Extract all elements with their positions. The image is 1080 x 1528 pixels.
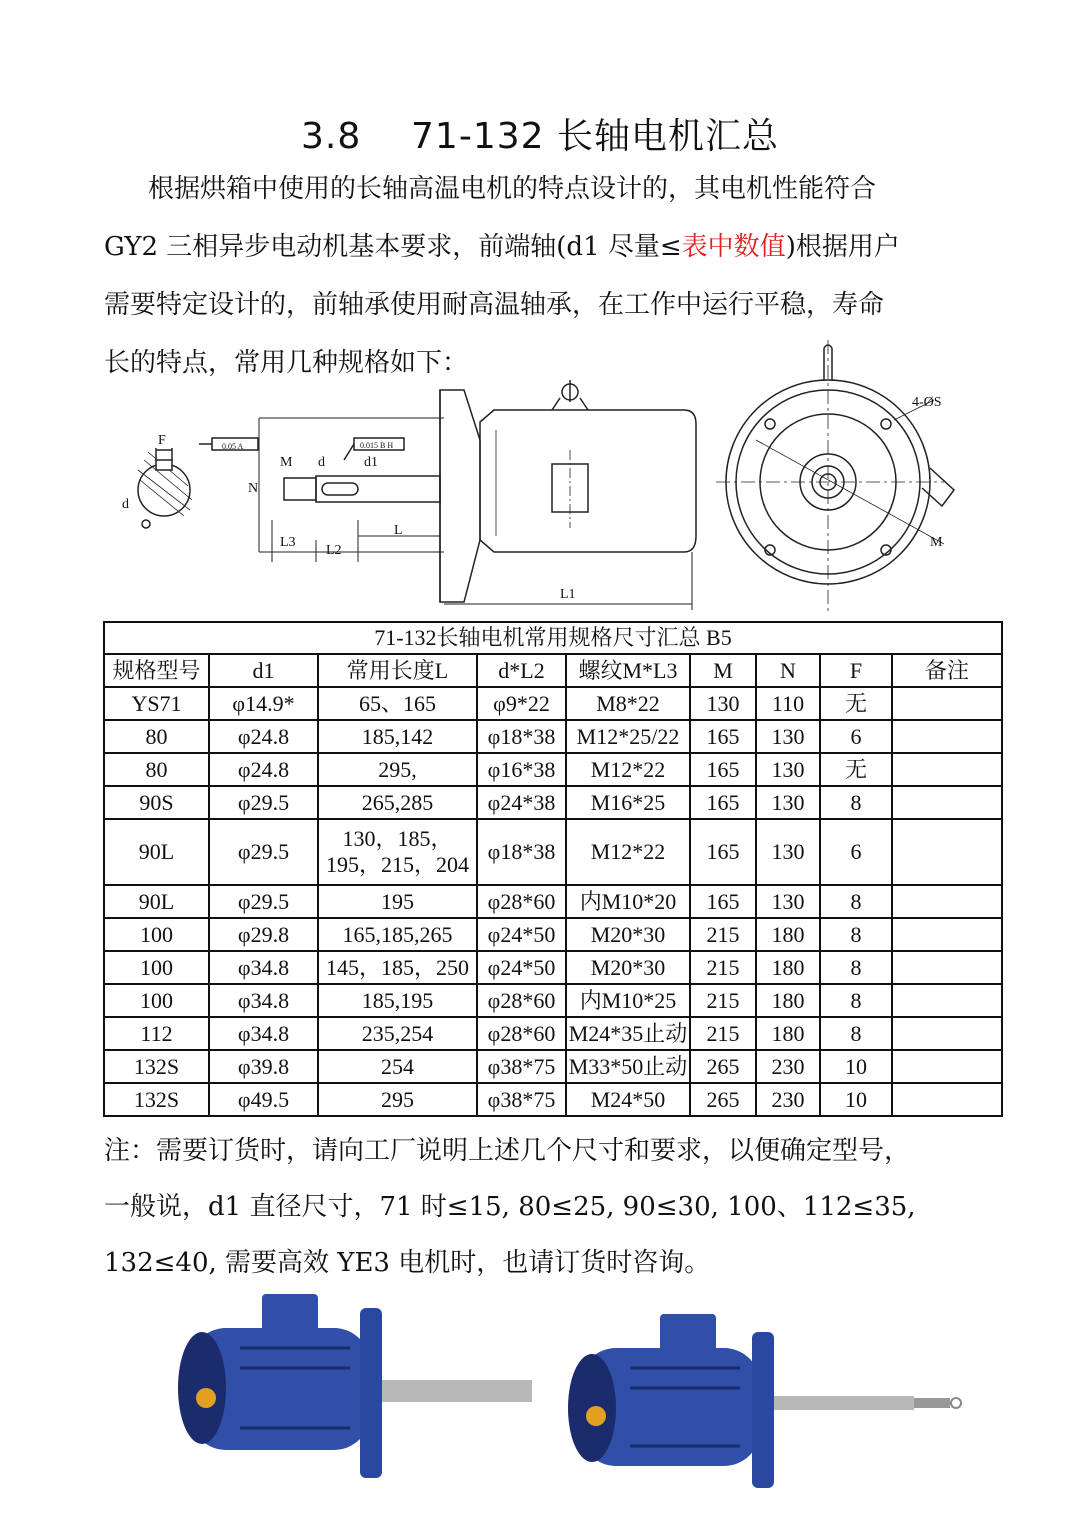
table-cell: 100: [104, 984, 209, 1017]
table-cell: 130: [756, 786, 820, 819]
table-cell: M12*22: [566, 753, 690, 786]
table-cell: M16*25: [566, 786, 690, 819]
note-paragraph: [104, 1123, 984, 1291]
table-cell: 65、165: [318, 687, 477, 720]
table-cell: 235,254: [318, 1017, 477, 1050]
table-cell: 265,285: [318, 786, 477, 819]
table-cell: 10: [820, 1083, 892, 1116]
table-cell: M20*30: [566, 918, 690, 951]
intro-line-4: 长的特点，常用几种规格如下：: [104, 348, 469, 378]
table-row: [104, 753, 1002, 786]
motor-drawing: [104, 340, 1004, 615]
label-holes: 4-ØS: [912, 395, 942, 410]
table-cell: 8: [820, 951, 892, 984]
table-cell: M20*30: [566, 951, 690, 984]
label-tol1: 0.015 B H: [360, 441, 394, 450]
table-cell: φ24.8: [209, 720, 318, 753]
label-L: L: [394, 523, 403, 538]
label-M-end: M: [930, 535, 943, 550]
table-cell: 132S: [104, 1050, 209, 1083]
table-cell: [892, 918, 1002, 951]
table-cell: φ9*22: [477, 687, 566, 720]
table-cell: 130: [756, 885, 820, 918]
table-cell: 110: [756, 687, 820, 720]
table-cell: 180: [756, 951, 820, 984]
table-cell: 130: [690, 687, 756, 720]
table-cell: 132S: [104, 1083, 209, 1116]
table-row: [104, 786, 1002, 819]
col-header: d*L2: [477, 654, 566, 687]
table-cell: [892, 687, 1002, 720]
table-cell: φ29.5: [209, 885, 318, 918]
label-d-shaft: d: [318, 455, 325, 470]
col-header: N: [756, 654, 820, 687]
table-cell: M24*35止动: [566, 1017, 690, 1050]
table-cell: [892, 720, 1002, 753]
table-cell: 8: [820, 885, 892, 918]
table-cell: 内M10*25: [566, 984, 690, 1017]
table-cell: φ28*60: [477, 1017, 566, 1050]
table-cell: 180: [756, 918, 820, 951]
col-header: 常用长度L: [318, 654, 477, 687]
table-cell: 265: [690, 1083, 756, 1116]
intro-line-2a: GY2 三相异步电动机基本要求，前端轴(d1 尽量≤: [104, 232, 682, 262]
table-cell: φ38*75: [477, 1050, 566, 1083]
label-d1: d1: [364, 455, 378, 470]
table-row: [104, 1050, 1002, 1083]
table-cell: φ16*38: [477, 753, 566, 786]
table-row: [104, 918, 1002, 951]
table-cell: φ29.8: [209, 918, 318, 951]
table-cell: 6: [820, 720, 892, 753]
table-cell: [892, 1017, 1002, 1050]
table-row: [104, 1083, 1002, 1116]
table-cell: M24*50: [566, 1083, 690, 1116]
note-line-2: 一般说，d1 直径尺寸，71 时≤15, 80≤25, 90≤30, 100、112≤35,: [104, 1192, 916, 1222]
note-line-3: 132≤40, 需要高效 YE3 电机时，也请订货时咨询。: [104, 1248, 711, 1278]
table-cell: YS71: [104, 687, 209, 720]
label-N: N: [248, 481, 259, 496]
table-cell: 165: [690, 753, 756, 786]
table-cell: M12*25/22: [566, 720, 690, 753]
table-cell: 8: [820, 1017, 892, 1050]
intro-line-2b: )根据用户: [785, 232, 900, 262]
table-cell: φ29.5: [209, 819, 318, 885]
table-cell: [892, 951, 1002, 984]
table-cell: 130，185， 195，215，204: [318, 819, 477, 885]
table-cell: M33*50止动: [566, 1050, 690, 1083]
table-cell: 215: [690, 984, 756, 1017]
table-cell: 165: [690, 819, 756, 885]
table-cell: 165: [690, 720, 756, 753]
motor-photo-left: [178, 1294, 532, 1478]
table-cell: 215: [690, 918, 756, 951]
table-cell: 90L: [104, 819, 209, 885]
table-cell: φ24*50: [477, 918, 566, 951]
table-cell: φ28*60: [477, 984, 566, 1017]
table-cell: [892, 1083, 1002, 1116]
table-cell: 165: [690, 885, 756, 918]
table-cell: φ34.8: [209, 984, 318, 1017]
table-cell: 180: [756, 984, 820, 1017]
col-header: M: [690, 654, 756, 687]
col-header: F: [820, 654, 892, 687]
table-cell: φ24*50: [477, 951, 566, 984]
table-row: [104, 687, 1002, 720]
table-cell: 180: [756, 1017, 820, 1050]
table-row: [104, 819, 1002, 885]
table-cell: φ49.5: [209, 1083, 318, 1116]
table-cell: 185,142: [318, 720, 477, 753]
table-cell: 130: [756, 720, 820, 753]
label-L3: L3: [280, 535, 296, 550]
table-cell: 8: [820, 918, 892, 951]
thread-end: [284, 478, 316, 500]
table-cell: 112: [104, 1017, 209, 1050]
intro-line-2: [104, 218, 984, 276]
table-cell: 100: [104, 951, 209, 984]
table-header-row: [104, 654, 1002, 687]
table-cell: 无: [820, 753, 892, 786]
table-cell: 165: [690, 786, 756, 819]
table-cell: φ39.8: [209, 1050, 318, 1083]
table-cell: 80: [104, 720, 209, 753]
table-cell: 145，185，250: [318, 951, 477, 984]
table-cell: 130: [756, 819, 820, 885]
label-L2: L2: [326, 543, 342, 558]
table-cell: 265: [690, 1050, 756, 1083]
section-title: 71-132 长轴电机汇总: [411, 116, 779, 157]
table-cell: 8: [820, 984, 892, 1017]
table-cell: 215: [690, 951, 756, 984]
table-row: [104, 1017, 1002, 1050]
table-cell: 90S: [104, 786, 209, 819]
table-cell: 130: [756, 753, 820, 786]
table-cell: 195: [318, 885, 477, 918]
table-cell: φ29.5: [209, 786, 318, 819]
table-cell: 295: [318, 1083, 477, 1116]
page-title: [0, 108, 1080, 159]
table-cell: 内M10*20: [566, 885, 690, 918]
table-cell: 10: [820, 1050, 892, 1083]
table-cell: M8*22: [566, 687, 690, 720]
table-caption: 71-132长轴电机常用规格尺寸汇总 B5: [104, 622, 1002, 654]
label-d: d: [122, 497, 129, 512]
table-cell: φ18*38: [477, 720, 566, 753]
table-cell: 295,: [318, 753, 477, 786]
table-cell: 8: [820, 786, 892, 819]
table-cell: 185,195: [318, 984, 477, 1017]
table-cell: 6: [820, 819, 892, 885]
table-cell: 230: [756, 1083, 820, 1116]
table-cell: 100: [104, 918, 209, 951]
section-number: 3.8: [300, 116, 362, 157]
table-cell: 90L: [104, 885, 209, 918]
table-cell: 254: [318, 1050, 477, 1083]
label-F: F: [158, 433, 166, 448]
table-cell: 215: [690, 1017, 756, 1050]
table-cell: φ24.8: [209, 753, 318, 786]
label-L1: L1: [560, 587, 576, 602]
table-cell: M12*22: [566, 819, 690, 885]
table-row: [104, 885, 1002, 918]
col-header: d1: [209, 654, 318, 687]
table-row: [104, 720, 1002, 753]
table-cell: φ28*60: [477, 885, 566, 918]
table-cell: φ14.9*: [209, 687, 318, 720]
col-header: 螺纹M*L3: [566, 654, 690, 687]
table-cell: φ34.8: [209, 951, 318, 984]
table-cell: [892, 885, 1002, 918]
table-cell: φ34.8: [209, 1017, 318, 1050]
col-header: 规格型号: [104, 654, 209, 687]
table-cell: 80: [104, 753, 209, 786]
table-cell: [892, 1050, 1002, 1083]
table-cell: φ38*75: [477, 1083, 566, 1116]
table-row: [104, 984, 1002, 1017]
label-tol2: 0.05 A: [222, 442, 244, 451]
label-M: M: [280, 455, 293, 470]
table-cell: 无: [820, 687, 892, 720]
table-cell: φ18*38: [477, 819, 566, 885]
table-cell: 230: [756, 1050, 820, 1083]
spec-table: [103, 621, 1003, 1117]
table-row: [104, 951, 1002, 984]
intro-line-1: 根据烘箱中使用的长轴高温电机的特点设计的，其电机性能符合: [148, 174, 877, 204]
highlight-text: 表中数值: [681, 232, 786, 262]
table-cell: φ24*38: [477, 786, 566, 819]
note-line-1: 注：需要订货时，请向工厂说明上述几个尺寸和要求，以便确定型号，: [104, 1136, 911, 1166]
table-cell: [892, 753, 1002, 786]
table-cell: [892, 984, 1002, 1017]
motor-photos: [170, 1288, 990, 1488]
shaft-body: [316, 476, 440, 502]
table-cell: 165,185,265: [318, 918, 477, 951]
col-header: 备注: [892, 654, 1002, 687]
intro-line-3: 需要特定设计的，前轴承使用耐高温轴承，在工作中运行平稳，寿命: [104, 290, 885, 320]
motor-photo-right: [568, 1314, 961, 1488]
table-cell: [892, 819, 1002, 885]
table-cell: [892, 786, 1002, 819]
